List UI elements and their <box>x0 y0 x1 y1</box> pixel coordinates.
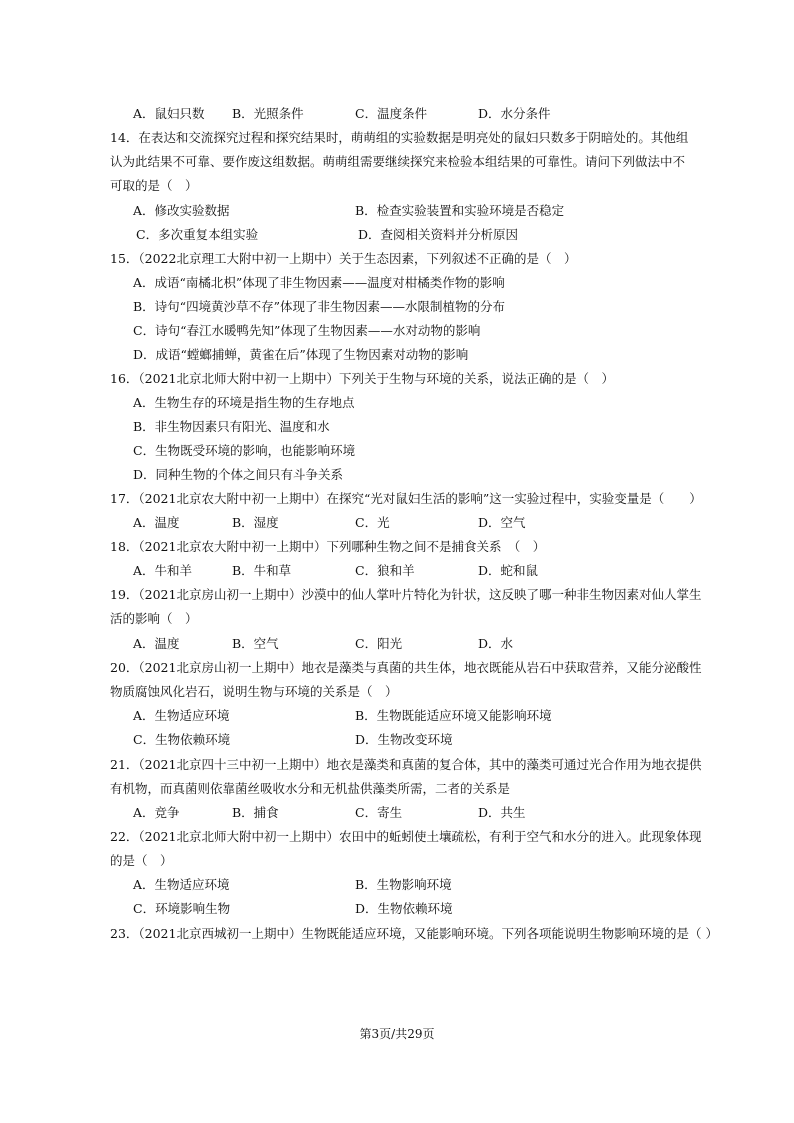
q20-option-d: D．生物改变环境 <box>355 732 453 747</box>
q14-option-c: C．多次重复本组实验 <box>136 227 259 242</box>
q18-option-d: D．蛇和鼠 <box>478 563 539 578</box>
q16-option-a: A．生物生存的环境是指生物的生存地点 <box>133 395 355 410</box>
q14-stem-line-3: 可取的是（ ） <box>110 178 198 193</box>
q18-option-a: A．牛和羊 <box>133 563 193 578</box>
q22-option-b: B．生物影响环境 <box>355 877 452 892</box>
q20-option-c: C．生物依赖环境 <box>133 732 231 747</box>
q19-stem-line-1: 19．（2021北京房山初一上期中）沙漠中的仙人掌叶片特化为针状，这反映了哪一种非生物因素对仙人掌生 <box>110 587 702 602</box>
q21-stem-line-1: 21．（2021北京四十三中初一上期中）地衣是藻类和真菌的复合体，其中的藻类可通过光合作用为地衣提供 <box>110 757 702 772</box>
q22-option-c: C．环境影响生物 <box>133 901 231 916</box>
q17-option-b: B．湿度 <box>232 515 279 530</box>
q21-option-a: A．竞争 <box>133 805 180 820</box>
q21-option-c: C．寄生 <box>355 805 403 820</box>
q20-stem-line-1: 20．（2021北京房山初一上期中）地衣是藻类与真菌的共生体，地衣既能从岩石中获取营养，又能分泌酸性 <box>110 660 702 675</box>
q18-option-c: C．狼和羊 <box>355 563 415 578</box>
q16-option-b: B．非生物因素只有阳光、温度和水 <box>133 419 330 434</box>
q21-option-d: D．共生 <box>478 805 526 820</box>
q14-stem-line-1: 14．在表达和交流探究过程和探究结果时，萌萌组的实验数据是明亮处的鼠妇只数多于阴暗处的。其他组 <box>110 130 689 145</box>
q15-option-c: C．诗句“春江水暖鸭先知”体现了生物因素——水对动物的影响 <box>133 323 481 338</box>
q16-option-c: C．生物既受环境的影响，也能影响环境 <box>133 443 356 458</box>
q15-option-b: B．诗句“四境黄沙草不存”体现了非生物因素——水限制植物的分布 <box>133 299 505 314</box>
q14-option-a: A．修改实验数据 <box>133 203 230 218</box>
q22-stem-line-2: 的是（ ） <box>110 853 173 868</box>
page-number-footer: 第3页/共29页 <box>359 1027 435 1041</box>
q21-stem-line-2: 有机物，而真菌则依靠菌丝吸收水分和无机盐供藻类所需，二者的关系是 <box>110 781 511 796</box>
q20-stem-line-2: 物质腐蚀风化岩石，说明生物与环境的关系是（ ） <box>110 684 398 699</box>
q17-option-d: D．空气 <box>478 515 526 530</box>
q13-option-b: B．光照条件 <box>232 106 304 121</box>
q13-option-c: C．温度条件 <box>355 106 428 121</box>
q16-stem: 16．（2021北京北师大附中初一上期中）下列关于生物与环境的关系，说法正确的是（ ） <box>110 371 614 386</box>
q15-stem: 15．（2022北京理工大附中初一上期中）关于生态因素，下列叙述不正确的是（ ） <box>110 251 577 266</box>
q23-stem: 23．（2021北京西城初一上期中）生物既能适应环境，又能影响环境。下列各项能说明生物影响环境的是（ ） <box>110 926 718 941</box>
q16-option-d: D．同种生物的个体之间只有斗争关系 <box>133 467 344 482</box>
q21-option-b: B．捕食 <box>232 805 279 820</box>
q19-option-c: C．阳光 <box>355 636 403 651</box>
q22-option-d: D．生物依赖环境 <box>355 901 453 916</box>
q19-option-d: D．水 <box>478 636 514 651</box>
q22-stem-line-1: 22．（2021北京北师大附中初一上期中）农田中的蚯蚓使土壤疏松，有利于空气和水分的进入。此现象体现 <box>110 829 702 844</box>
q18-option-b: B．牛和草 <box>232 563 292 578</box>
q14-option-b: B．检查实验装置和实验环境是否稳定 <box>355 203 565 218</box>
q13-option-a: A．鼠妇只数 <box>133 106 205 121</box>
q19-stem-line-2: 活的影响（ ） <box>110 611 198 626</box>
q22-option-a: A．生物适应环境 <box>133 877 230 892</box>
q17-stem: 17．（2021北京农大附中初一上期中）在探究“光对鼠妇生活的影响”这一实验过程中，实验变量是（ ） <box>110 491 702 506</box>
q20-option-a: A．生物适应环境 <box>133 708 230 723</box>
q17-option-a: A．温度 <box>133 515 180 530</box>
q20-option-b: B．生物既能适应环境又能影响环境 <box>355 708 552 723</box>
q15-option-d: D．成语“螳螂捕蝉，黄雀在后”体现了生物因素对动物的影响 <box>133 347 469 362</box>
q15-option-a: A．成语“南橘北枳”体现了非生物因素——温度对柑橘类作物的影响 <box>133 275 505 290</box>
q19-option-b: B．空气 <box>232 636 279 651</box>
q19-option-a: A．温度 <box>133 636 180 651</box>
q14-stem-line-2: 认为此结果不可靠、要作废这组数据。萌萌组需要继续探究来检验本组结果的可靠性。请问下列做法中不 <box>110 154 686 169</box>
q17-option-c: C．光 <box>355 515 390 530</box>
q13-option-d: D．水分条件 <box>478 106 551 121</box>
q14-option-d: D．查阅相关资料并分析原因 <box>358 227 519 242</box>
q18-stem: 18．（2021北京农大附中初一上期中）下列哪种生物之间不是捕食关系 （ ） <box>110 539 546 554</box>
